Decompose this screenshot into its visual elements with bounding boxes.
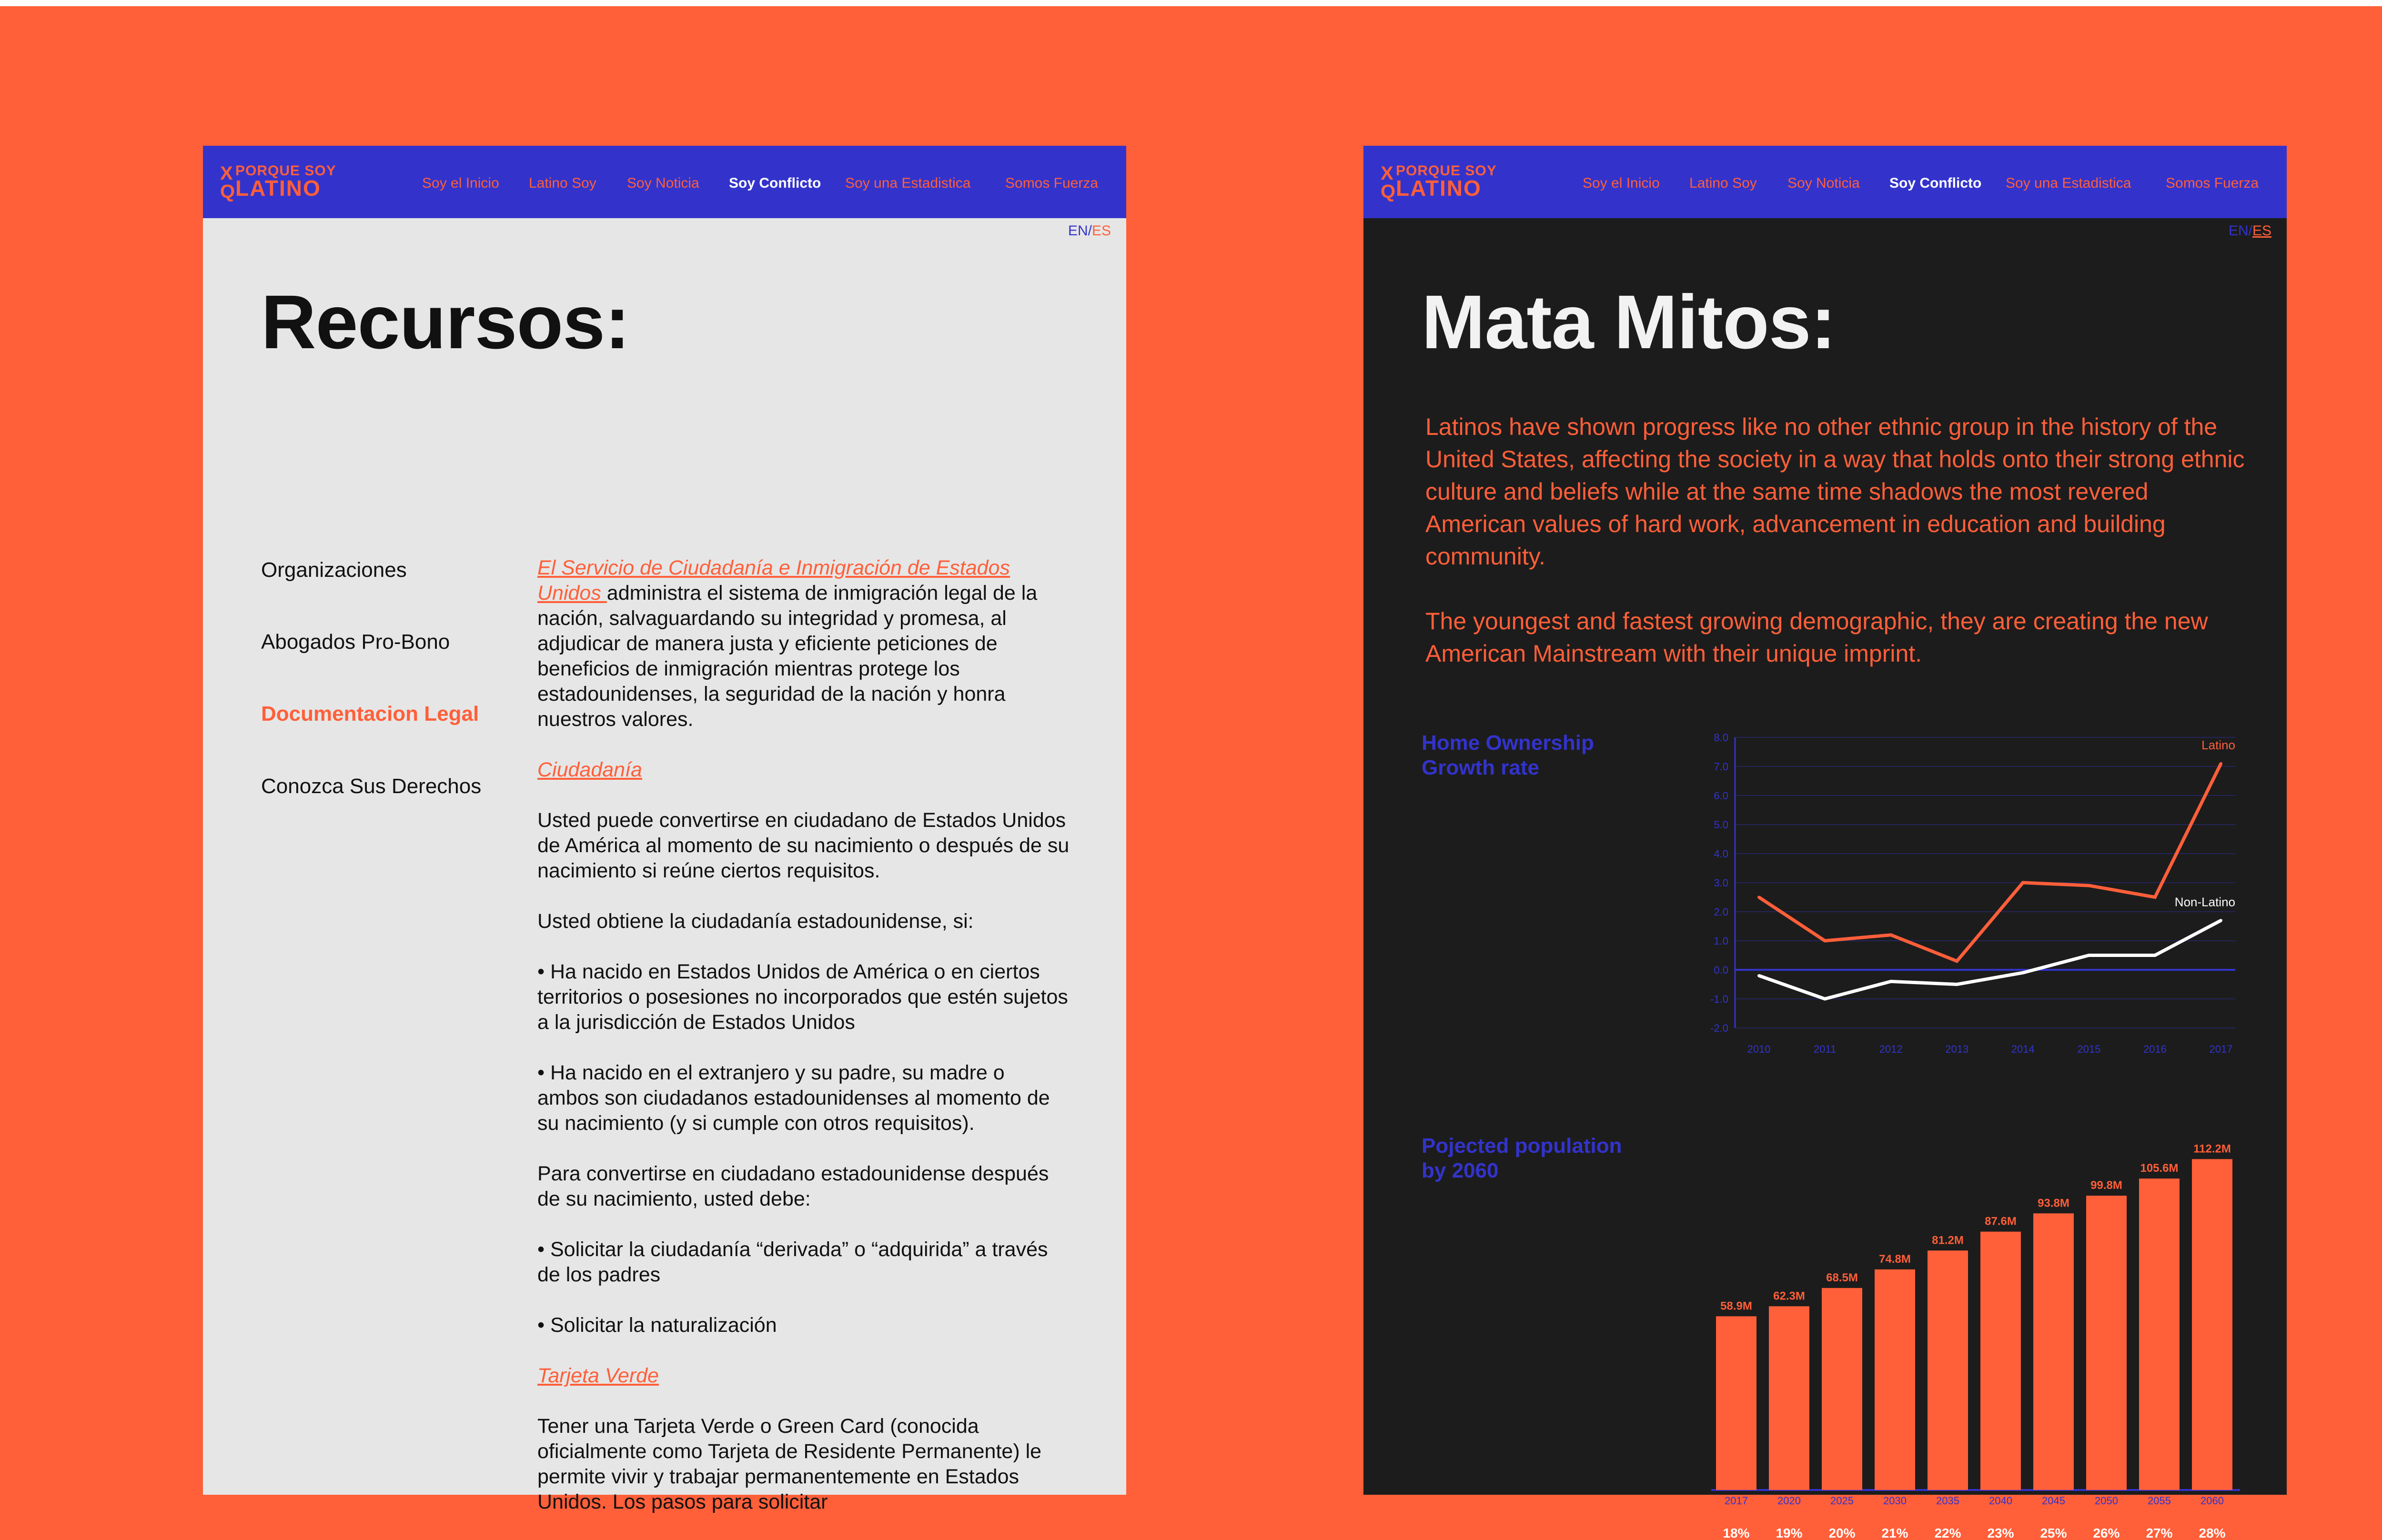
bar-value-label: 99.8M xyxy=(2090,1179,2122,1192)
y-tick-label: 5.0 xyxy=(1714,819,1728,831)
y-tick-label: 3.0 xyxy=(1714,877,1728,889)
bar-value-label: 112.2M xyxy=(2193,1142,2231,1156)
x-tick-label: 2060 xyxy=(2200,1495,2224,1507)
data-point xyxy=(1824,997,1827,1000)
paragraph-uscis-text: administra el sistema de inmigración legal de la nación, salvaguardando su integridad y promesa, al adjudicar de manera justa y eficiente peticiones de beneficios de inmigración mientras protege los estadounidenses, la seguridad de la nación y honra nuestros valores. xyxy=(537,582,1038,731)
intro-text xyxy=(1425,411,2245,702)
nav-item-soy-noticia[interactable]: Soy Noticia xyxy=(627,175,699,191)
y-tick-label: -1.0 xyxy=(1710,993,1728,1005)
nav-item-latino-soy[interactable]: Latino Soy xyxy=(529,175,596,191)
x-tick-label: 2017 xyxy=(2209,1043,2233,1055)
data-point xyxy=(2153,954,2156,957)
logo-mark-q: Q xyxy=(1381,181,1396,202)
series-line-non-latino xyxy=(1759,920,2221,999)
x-tick-label: 2014 xyxy=(2011,1043,2035,1055)
data-point xyxy=(1889,980,1892,983)
lang-en-link[interactable]: EN xyxy=(2228,223,2249,239)
nav-item-soy-el-inicio[interactable]: Soy el Inicio xyxy=(1583,175,1660,191)
lang-en-link[interactable]: EN xyxy=(1068,223,1088,239)
data-point xyxy=(2220,919,2222,922)
projected-population-bar-chart xyxy=(1706,1127,2254,1540)
percent-label: 23% xyxy=(1987,1526,2014,1540)
paragraph-obtiene: Usted obtiene la ciudadanía estadounidense, si: xyxy=(537,910,974,933)
bar-value-label: 58.9M xyxy=(1720,1299,1752,1313)
projected-population-label: Pojected population by 2060 xyxy=(1422,1134,1622,1182)
data-point xyxy=(1889,934,1892,936)
percent-label: 26% xyxy=(2093,1526,2120,1540)
series-label: Non-Latino xyxy=(2174,895,2235,909)
nav-item-soy-conflicto[interactable]: Soy Conflicto xyxy=(729,175,821,191)
logo[interactable] xyxy=(1381,163,1497,202)
navbar xyxy=(203,146,1126,218)
page-title: Mata Mitos: xyxy=(1422,279,1836,364)
x-tick-label: 2055 xyxy=(2148,1495,2171,1507)
percent-label: 18% xyxy=(1723,1526,1750,1540)
percent-label: 19% xyxy=(1776,1526,1803,1540)
data-point xyxy=(1956,983,1958,986)
paragraph-ciudadania-intro: Usted puede convertirse en ciudadano de Estados Unidos de América al momento de su nacimiento o después de su nacimiento si reúne ciertos requisitos. xyxy=(537,809,1070,882)
side-menu-abogados-pro-bono[interactable]: Abogados Pro-Bono xyxy=(261,630,450,654)
bar xyxy=(1769,1306,1809,1490)
bar xyxy=(1716,1316,1756,1490)
x-tick-label: 2016 xyxy=(2143,1043,2167,1055)
page-title: Recursos: xyxy=(261,279,630,364)
bar xyxy=(2192,1159,2232,1490)
bar xyxy=(2139,1178,2180,1490)
percent-label: 21% xyxy=(1881,1526,1908,1540)
recursos-page xyxy=(203,146,1126,1513)
nav-item-soy-el-inicio[interactable]: Soy el Inicio xyxy=(422,175,499,191)
series-label: Latino xyxy=(2201,737,2235,752)
nav-item-somos-fuerza[interactable]: Somos Fuerza xyxy=(2166,175,2259,191)
mata-mitos-page xyxy=(1363,146,2287,1540)
x-tick-label: 2012 xyxy=(1879,1043,1903,1055)
bar xyxy=(2033,1213,2074,1490)
home-ownership-line-chart xyxy=(1706,728,2254,1061)
y-tick-label: -2.0 xyxy=(1710,1022,1728,1034)
percent-label: 20% xyxy=(1828,1526,1856,1540)
nav-item-latino-soy[interactable]: Latino Soy xyxy=(1689,175,1757,191)
y-tick-label: 4.0 xyxy=(1714,848,1728,860)
lang-separator: / xyxy=(2248,223,2252,239)
logo-line1: PORQUE SOY xyxy=(1396,163,1497,179)
bar-value-label: 68.5M xyxy=(1826,1271,1858,1284)
x-tick-label: 2017 xyxy=(1725,1495,1748,1507)
lang-es-link[interactable]: ES xyxy=(1091,223,1111,239)
y-tick-label: 7.0 xyxy=(1714,761,1728,773)
x-tick-label: 2045 xyxy=(2042,1495,2065,1507)
logo-mark-x: X xyxy=(220,163,233,184)
legal-doc-content xyxy=(537,555,1071,1540)
data-point xyxy=(2088,884,2090,887)
x-tick-label: 2030 xyxy=(1883,1495,1907,1507)
series-line-latino xyxy=(1759,764,2221,961)
y-tick-label: 2.0 xyxy=(1714,906,1728,918)
lang-separator: / xyxy=(1088,223,1092,239)
data-point xyxy=(1824,939,1827,942)
data-point xyxy=(1757,896,1760,899)
logo-line2: LATINO xyxy=(1396,176,1482,201)
bar-value-label: 62.3M xyxy=(1773,1289,1805,1303)
x-tick-label: 2020 xyxy=(1777,1495,1801,1507)
side-menu-conozca-sus-derechos[interactable]: Conozca Sus Derechos xyxy=(261,775,482,798)
bar xyxy=(1928,1250,1968,1490)
navbar xyxy=(1363,146,2287,218)
logo-line1: PORQUE SOY xyxy=(235,163,336,179)
data-point xyxy=(2153,896,2156,899)
y-tick-label: 8.0 xyxy=(1714,732,1728,744)
x-tick-label: 2040 xyxy=(1989,1495,2012,1507)
percent-label: 27% xyxy=(2146,1526,2173,1540)
logo-mark-q: Q xyxy=(220,181,235,202)
y-tick-label: 6.0 xyxy=(1714,790,1728,802)
lang-es-link[interactable]: ES xyxy=(2252,223,2271,239)
ciudadania-link[interactable]: Ciudadanía xyxy=(537,758,642,781)
bar-value-label: 74.8M xyxy=(1879,1252,1911,1266)
x-tick-label: 2035 xyxy=(1936,1495,1959,1507)
bar xyxy=(2086,1196,2127,1490)
intro-paragraph-1: Latinos have shown progress like no other ethnic group in the history of the United States, affecting the society in a way that holds onto their strong ethnic culture and beliefs while at the same time shadows the most revered American values of hard work, advancement in education and building community. xyxy=(1425,413,2245,570)
intro-paragraph-2: The youngest and fastest growing demographic, they are creating the new American Mainstream with their unique imprint. xyxy=(1425,608,2208,667)
paragraph-uscis xyxy=(537,555,1071,732)
side-menu-organizaciones[interactable]: Organizaciones xyxy=(261,558,407,582)
x-tick-label: 2015 xyxy=(2077,1043,2101,1055)
language-switcher xyxy=(2229,223,2271,239)
data-point xyxy=(2088,954,2090,957)
data-point xyxy=(2220,762,2222,765)
heading-tarjeta-verde xyxy=(537,1363,1071,1389)
x-tick-label: 2050 xyxy=(2095,1495,2118,1507)
language-switcher xyxy=(1068,223,1111,239)
x-tick-label: 2013 xyxy=(1945,1043,1969,1055)
heading-ciudadania xyxy=(537,757,1071,783)
uscis-link[interactable]: El Servicio de Ciudadanía e Inmigración de Estados Unidos xyxy=(537,556,1010,604)
data-point xyxy=(2021,971,2024,974)
y-tick-label: 1.0 xyxy=(1714,935,1728,947)
nav-item-soy-conflicto[interactable]: Soy Conflicto xyxy=(1889,175,1982,191)
logo-line2: LATINO xyxy=(235,176,321,201)
x-tick-label: 2025 xyxy=(1830,1495,1854,1507)
logo-mark-x: X xyxy=(1381,163,1393,184)
data-point xyxy=(1956,960,1958,963)
percent-label: 28% xyxy=(2199,1526,2226,1540)
bar xyxy=(1822,1288,1862,1490)
paragraph-despues: Para convertirse en ciudadano estadounidense después de su nacimiento, usted debe: xyxy=(537,1162,1049,1210)
tarjeta-verde-link[interactable]: Tarjeta Verde xyxy=(537,1364,659,1387)
bar xyxy=(1980,1232,2021,1490)
nav-item-somos-fuerza[interactable]: Somos Fuerza xyxy=(1005,175,1099,191)
data-point xyxy=(1757,974,1760,977)
percent-label: 25% xyxy=(2040,1526,2067,1540)
bar xyxy=(1875,1269,1915,1490)
nav-item-soy-una-estadistica[interactable]: Soy una Estadistica xyxy=(845,175,971,191)
x-tick-label: 2011 xyxy=(1813,1043,1837,1055)
bar-value-label: 105.6M xyxy=(2140,1162,2179,1175)
home-ownership-label: Home Ownership Growth rate xyxy=(1422,731,1594,779)
bullet-nacido-us: • Ha nacido en Estados Unidos de América o en ciertos territorios o posesiones no incorporados que estén sujetos a la jurisdicción de Estados Unidos xyxy=(537,960,1068,1034)
side-menu-documentacion-legal[interactable]: Documentacion Legal xyxy=(261,702,479,725)
bar-value-label: 81.2M xyxy=(1932,1234,1964,1247)
nav-item-soy-una-estadistica[interactable]: Soy una Estadistica xyxy=(2006,175,2131,191)
bar-value-label: 93.8M xyxy=(2038,1197,2069,1210)
top-strip xyxy=(0,0,2382,6)
nav-item-soy-noticia[interactable]: Soy Noticia xyxy=(1787,175,1860,191)
bullet-naturalizacion: • Solicitar la naturalización xyxy=(537,1314,777,1337)
y-tick-label: 0.0 xyxy=(1714,964,1728,976)
bullet-nacido-extranjero: • Ha nacido en el extranjero y su padre, su madre o ambos son ciudadanos estadounidenses al momento de su nacimiento (y si cumple con otros requisitos). xyxy=(537,1061,1050,1135)
bar-value-label: 87.6M xyxy=(1985,1215,2017,1228)
x-tick-label: 2010 xyxy=(1747,1043,1771,1055)
bullet-derivada: • Solicitar la ciudadanía “derivada” o “adquirida” a través de los padres xyxy=(537,1238,1048,1286)
percent-label: 22% xyxy=(1934,1526,1961,1540)
logo[interactable] xyxy=(220,163,336,202)
data-point xyxy=(2021,881,2024,884)
paragraph-tarjeta-verde: Tener una Tarjeta Verde o Green Card (conocida oficialmente como Tarjeta de Residente Permanente) le permite vivir y trabajar permanentemente en Estados Unidos. Los pasos para solicitar xyxy=(537,1415,1042,1513)
